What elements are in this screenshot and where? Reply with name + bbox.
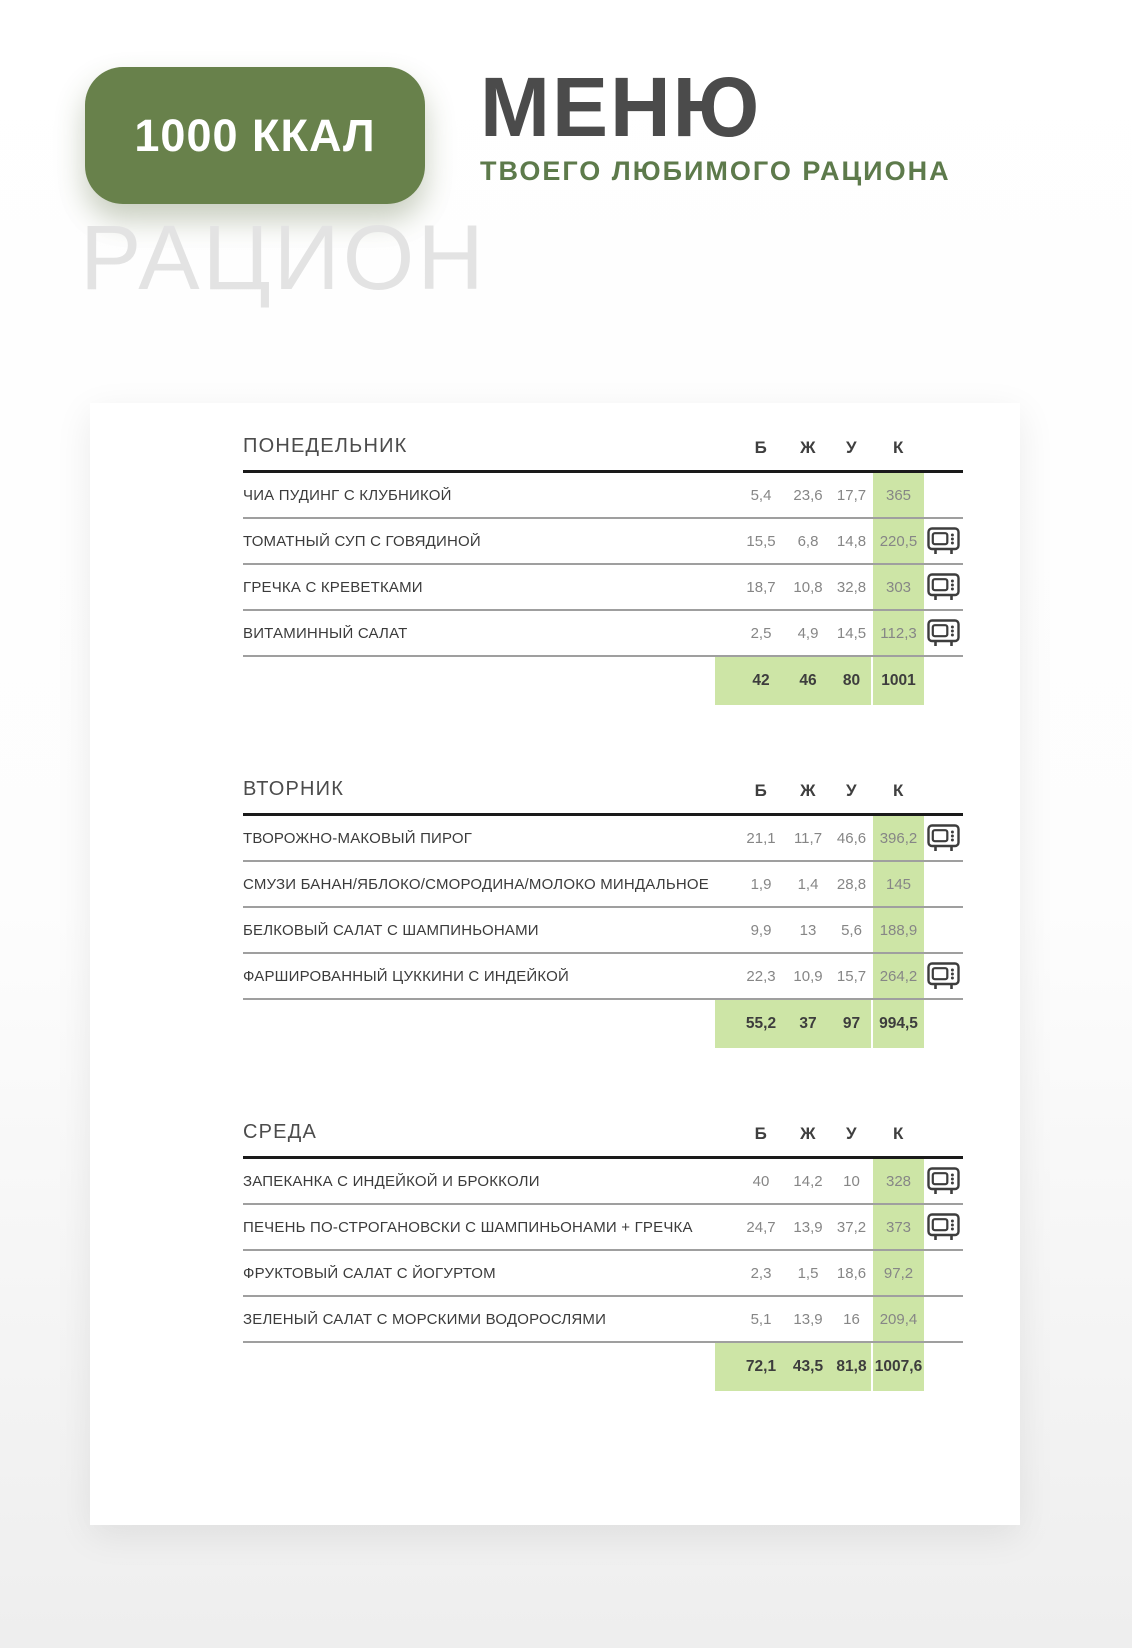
dish-row bbox=[243, 862, 963, 908]
watermark-text: РАЦИОН bbox=[80, 207, 487, 309]
microwave-icon bbox=[927, 619, 960, 647]
totals-row bbox=[243, 1343, 963, 1391]
day-table-header bbox=[243, 428, 963, 458]
totals-row bbox=[243, 1000, 963, 1048]
dish-protein: 5,1 bbox=[750, 1310, 772, 1328]
total-kcal: 1007,6 bbox=[873, 1343, 924, 1391]
day-section bbox=[243, 1114, 963, 1391]
microwave-icon bbox=[927, 573, 960, 601]
col-header-spacer bbox=[924, 1114, 963, 1144]
dish-carbs: 37,2 bbox=[836, 1218, 867, 1236]
dish-protein: 22,3 bbox=[746, 967, 776, 985]
dish-row bbox=[243, 519, 963, 565]
dish-protein: 5,4 bbox=[750, 486, 772, 504]
dish-kcal: 328 bbox=[873, 1159, 924, 1203]
col-header-fat: Ж bbox=[800, 438, 816, 457]
dish-carbs: 32,8 bbox=[836, 578, 867, 596]
col-header-kcal: К bbox=[893, 438, 904, 457]
col-header-kcal: К bbox=[893, 1124, 904, 1143]
dish-fat: 13,9 bbox=[793, 1218, 823, 1236]
dish-name: ТВОРОЖНО-МАКОВЫЙ ПИРОГ bbox=[243, 829, 473, 847]
dish-row bbox=[243, 1159, 963, 1205]
day-title: ПОНЕДЕЛЬНИК bbox=[243, 435, 408, 457]
calorie-badge bbox=[85, 67, 425, 204]
dish-protein: 15,5 bbox=[746, 532, 776, 550]
totals-icon-spacer bbox=[924, 657, 963, 705]
dish-icon-cell bbox=[924, 1297, 963, 1341]
days-container bbox=[90, 403, 1020, 1391]
dish-carbs: 5,6 bbox=[841, 921, 862, 939]
menu-card bbox=[90, 403, 1020, 1525]
totals-row bbox=[243, 657, 963, 705]
dish-row bbox=[243, 908, 963, 954]
page-subtitle: ТВОЕГО ЛЮБИМОГО РАЦИОНА bbox=[480, 156, 951, 187]
dish-carbs: 10 bbox=[843, 1172, 860, 1190]
microwave-icon bbox=[927, 1213, 960, 1241]
dish-name: ГРЕЧКА С КРЕВЕТКАМИ bbox=[243, 578, 423, 596]
dish-icon-cell bbox=[924, 611, 963, 655]
dish-fat: 13 bbox=[799, 921, 817, 939]
dish-row bbox=[243, 1297, 963, 1343]
microwave-icon bbox=[927, 824, 960, 852]
col-header-protein: Б bbox=[754, 1124, 768, 1143]
col-header-kcal: К bbox=[893, 781, 904, 800]
microwave-icon bbox=[927, 1167, 960, 1195]
title-block bbox=[480, 60, 951, 187]
dish-row bbox=[243, 565, 963, 611]
day-table-header bbox=[243, 771, 963, 801]
dish-name: ФАРШИРОВАННЫЙ ЦУККИНИ С ИНДЕЙКОЙ bbox=[243, 967, 569, 985]
total-carbs: 97 bbox=[842, 1015, 861, 1032]
dish-protein: 24,7 bbox=[746, 1218, 776, 1236]
dish-fat: 13,9 bbox=[793, 1310, 823, 1328]
totals-icon-spacer bbox=[924, 1343, 963, 1391]
dish-kcal: 303 bbox=[873, 565, 924, 609]
dish-row bbox=[243, 1205, 963, 1251]
total-carbs: 81,8 bbox=[836, 1358, 867, 1375]
dish-kcal: 112,3 bbox=[873, 611, 924, 655]
dish-icon-cell bbox=[924, 473, 963, 517]
col-header-spacer bbox=[924, 428, 963, 458]
dish-fat: 11,7 bbox=[793, 829, 823, 847]
col-header-carbs: У bbox=[845, 1124, 858, 1143]
total-protein: 55,2 bbox=[745, 1015, 777, 1032]
dish-icon-cell bbox=[924, 1159, 963, 1203]
dish-row bbox=[243, 954, 963, 1000]
dish-carbs: 46,6 bbox=[836, 829, 867, 847]
day-table-header bbox=[243, 1114, 963, 1144]
dish-protein: 21,1 bbox=[746, 829, 776, 847]
col-header-carbs: У bbox=[845, 781, 858, 800]
dish-icon-cell bbox=[924, 862, 963, 906]
dish-kcal: 365 bbox=[873, 473, 924, 517]
page-title: МЕНЮ bbox=[480, 60, 762, 154]
dish-carbs: 14,8 bbox=[836, 532, 867, 550]
col-header-spacer bbox=[924, 771, 963, 801]
day-table-body bbox=[243, 470, 963, 705]
dish-fat: 10,8 bbox=[793, 578, 823, 596]
total-protein: 72,1 bbox=[745, 1358, 777, 1375]
totals-icon-spacer bbox=[924, 1000, 963, 1048]
dish-row bbox=[243, 611, 963, 657]
day-section bbox=[243, 428, 963, 705]
total-fat: 37 bbox=[799, 1015, 817, 1032]
dish-protein: 9,9 bbox=[750, 921, 772, 939]
dish-carbs: 18,6 bbox=[836, 1264, 867, 1282]
dish-icon-cell bbox=[924, 519, 963, 563]
total-kcal: 994,5 bbox=[873, 1000, 924, 1048]
dish-kcal: 188,9 bbox=[873, 908, 924, 952]
microwave-icon bbox=[927, 527, 960, 555]
dish-carbs: 17,7 bbox=[836, 486, 867, 504]
col-header-protein: Б bbox=[754, 438, 768, 457]
dish-carbs: 28,8 bbox=[836, 875, 867, 893]
dish-kcal: 396,2 bbox=[873, 816, 924, 860]
total-kcal: 1001 bbox=[873, 657, 924, 705]
dish-name: ЗЕЛЕНЫЙ САЛАТ С МОРСКИМИ ВОДОРОСЛЯМИ bbox=[243, 1310, 607, 1328]
dish-fat: 6,8 bbox=[797, 532, 819, 550]
dish-icon-cell bbox=[924, 908, 963, 952]
dish-protein: 40 bbox=[752, 1172, 770, 1190]
col-header-carbs: У bbox=[845, 438, 858, 457]
dish-name: ТОМАТНЫЙ СУП С ГОВЯДИНОЙ bbox=[243, 532, 481, 550]
dish-fat: 4,9 bbox=[797, 624, 819, 642]
day-title: СРЕДА bbox=[243, 1121, 318, 1143]
dish-fat: 14,2 bbox=[793, 1172, 823, 1190]
col-header-fat: Ж bbox=[800, 781, 816, 800]
dish-name: СМУЗИ БАНАН/ЯБЛОКО/СМОРОДИНА/МОЛОКО МИНДАЛЬНОЕ bbox=[243, 875, 710, 893]
microwave-icon bbox=[927, 962, 960, 990]
day-table-body bbox=[243, 813, 963, 1048]
dish-protein: 2,3 bbox=[750, 1264, 772, 1282]
dish-icon-cell bbox=[924, 954, 963, 998]
dish-kcal: 220,5 bbox=[873, 519, 924, 563]
dish-kcal: 264,2 bbox=[873, 954, 924, 998]
dish-protein: 18,7 bbox=[746, 578, 776, 596]
dish-carbs: 16 bbox=[843, 1310, 860, 1328]
dish-fat: 23,6 bbox=[793, 486, 823, 504]
dish-name: ПЕЧЕНЬ ПО-СТРОГАНОВСКИ С ШАМПИНЬОНАМИ + ГРЕЧКА bbox=[243, 1218, 693, 1236]
dish-carbs: 15,7 bbox=[836, 967, 867, 985]
day-table-body bbox=[243, 1156, 963, 1391]
dish-fat: 1,4 bbox=[797, 875, 819, 893]
dish-row bbox=[243, 473, 963, 519]
dish-protein: 2,5 bbox=[750, 624, 772, 642]
dish-name: ФРУКТОВЫЙ САЛАТ С ЙОГУРТОМ bbox=[243, 1264, 496, 1282]
dish-kcal: 373 bbox=[873, 1205, 924, 1249]
calorie-badge-label: 1000 ККАЛ bbox=[134, 109, 376, 161]
dish-icon-cell bbox=[924, 1205, 963, 1249]
dish-protein: 1,9 bbox=[750, 875, 772, 893]
dish-kcal: 145 bbox=[873, 862, 924, 906]
col-header-protein: Б bbox=[754, 781, 768, 800]
dish-icon-cell bbox=[924, 1251, 963, 1295]
day-section bbox=[243, 771, 963, 1048]
dish-name: ЗАПЕКАНКА С ИНДЕЙКОЙ И БРОККОЛИ bbox=[243, 1172, 540, 1190]
dish-name: ВИТАМИННЫЙ САЛАТ bbox=[243, 624, 408, 642]
col-header-fat: Ж bbox=[800, 1124, 816, 1143]
total-fat: 46 bbox=[799, 672, 817, 689]
dish-icon-cell bbox=[924, 816, 963, 860]
day-title: ВТОРНИК bbox=[243, 778, 345, 800]
total-carbs: 80 bbox=[842, 672, 861, 689]
dish-icon-cell bbox=[924, 565, 963, 609]
dish-name: ЧИА ПУДИНГ С КЛУБНИКОЙ bbox=[243, 486, 452, 504]
total-fat: 43,5 bbox=[792, 1358, 824, 1375]
dish-row bbox=[243, 816, 963, 862]
total-protein: 42 bbox=[752, 672, 770, 689]
dish-kcal: 209,4 bbox=[873, 1297, 924, 1341]
dish-row bbox=[243, 1251, 963, 1297]
dish-fat: 1,5 bbox=[797, 1264, 819, 1282]
dish-kcal: 97,2 bbox=[873, 1251, 924, 1295]
dish-name: БЕЛКОВЫЙ САЛАТ С ШАМПИНЬОНАМИ bbox=[243, 921, 539, 939]
dish-carbs: 14,5 bbox=[836, 624, 867, 642]
dish-fat: 10,9 bbox=[793, 967, 823, 985]
